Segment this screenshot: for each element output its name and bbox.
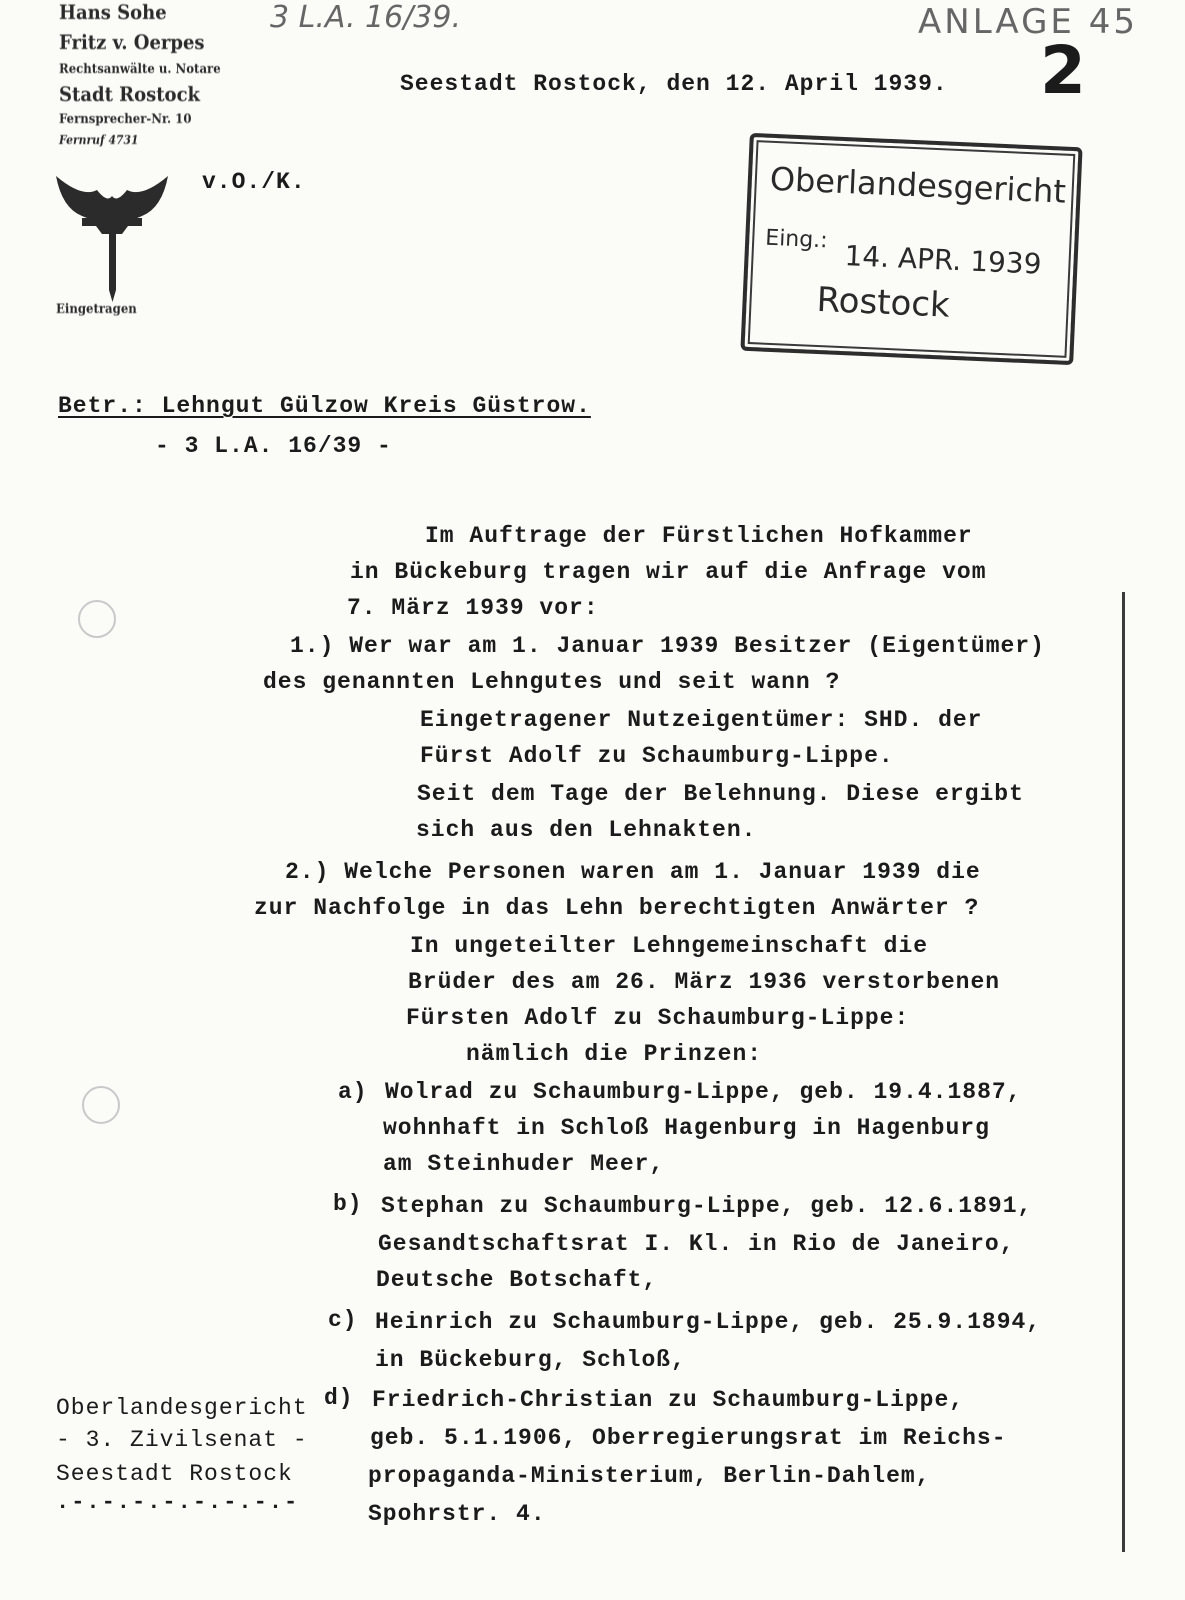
list-item-line: Wolrad zu Schaumburg-Lippe, geb. 19.4.1887, (385, 1079, 1022, 1105)
answer-1-line: Seit dem Tage der Belehnung. Diese ergibt (417, 781, 1024, 807)
punch-hole-icon (78, 600, 116, 638)
letterhead-line: Hans Sohe (59, 0, 167, 24)
handwritten-page-number: 2 (1040, 32, 1086, 109)
eagle-emblem-icon (52, 168, 172, 318)
stamp-court: Oberlandesgericht (769, 159, 1067, 211)
list-item-line: Deutsche Botschaft, (376, 1267, 658, 1293)
list-item-line: propaganda-Ministerium, Berlin-Dahlem, (368, 1463, 931, 1489)
question-2-line: zur Nachfolge in das Lehn berechtigten Anwärter ? (254, 895, 980, 921)
answer-2-line: nämlich die Prinzen: (466, 1041, 763, 1067)
addressee-line: Seestadt Rostock (56, 1461, 293, 1487)
list-item-line: Stephan zu Schaumburg-Lippe, geb. 12.6.1891, (381, 1193, 1033, 1219)
list-item-line: in Bückeburg, Schloß, (375, 1347, 686, 1373)
question-1-line: des genannten Lehngutes und seit wann ? (263, 669, 841, 695)
receipt-stamp (740, 133, 1082, 365)
addressee-line: - 3. Zivilsenat - (56, 1427, 308, 1453)
answer-1-line: Fürst Adolf zu Schaumburg-Lippe. (420, 743, 894, 769)
place-date: Seestadt Rostock, den 12. April 1939. (400, 71, 948, 97)
list-letter: d) (324, 1385, 354, 1411)
stamp-eing-label: Eing.: (764, 225, 829, 254)
list-item-line: Friedrich-Christian zu Schaumburg-Lippe, (372, 1387, 965, 1413)
list-letter: b) (333, 1191, 363, 1217)
question-1-line: 1.) Wer war am 1. Januar 1939 Besitzer (Eigentümer) (290, 633, 1045, 659)
letterhead-line: Fritz v. Oerpes (59, 30, 205, 54)
list-letter: a) (338, 1079, 368, 1105)
list-item-line: Heinrich zu Schaumburg-Lippe, geb. 25.9.1894, (375, 1309, 1042, 1335)
letterhead-line: Fernsprecher-Nr. 10 (59, 112, 192, 127)
answer-2-line: Fürsten Adolf zu Schaumburg-Lippe: (406, 1005, 910, 1031)
punch-hole-icon (82, 1086, 120, 1124)
intro-line: Im Auftrage der Fürstlichen Hofkammer (425, 523, 973, 549)
stamp-city: Rostock (815, 279, 951, 326)
subject-line: Betr.: Lehngut Gülzow Kreis Güstrow. (58, 393, 591, 419)
intro-line: 7. März 1939 vor: (347, 595, 599, 621)
reference-sign: v.O./K. (202, 169, 306, 195)
list-letter: c) (328, 1307, 358, 1333)
list-item-line: wohnhaft in Schloß Hagenburg in Hagenburg (383, 1115, 990, 1141)
addressee-dashes: .-.-.-.-.-.-.-.- (56, 1490, 300, 1515)
letterhead-line: Fernruf 4731 (59, 133, 139, 147)
answer-1-line: sich aus den Lehnakten. (416, 817, 757, 843)
list-item-line: geb. 5.1.1906, Oberregierungsrat im Reichs- (370, 1425, 1007, 1451)
subject-file-number: - 3 L.A. 16/39 - (155, 433, 392, 459)
addressee-line: Oberlandesgericht (56, 1395, 308, 1421)
letterhead (55, 0, 275, 150)
answer-2-line: In ungeteilter Lehngemeinschaft die (410, 933, 929, 959)
intro-line: in Bückeburg tragen wir auf die Anfrage vom (350, 559, 987, 585)
question-2-line: 2.) Welche Personen waren am 1. Januar 1939 die (285, 859, 981, 885)
stamp-date: 14. APR. 1939 (843, 239, 1043, 281)
handwritten-file-ref: 3 L.A. 16/39. (270, 0, 462, 35)
answer-1-line: Eingetragener Nutzeigentümer: SHD. der (420, 707, 983, 733)
list-item-line: am Steinhuder Meer, (383, 1151, 665, 1177)
emblem-caption: Eingetragen (56, 302, 137, 317)
margin-rule (1122, 592, 1125, 1552)
handwritten-anlage: ANLAGE 45 (918, 2, 1138, 42)
letterhead-line: Stadt Rostock (59, 82, 201, 106)
answer-2-line: Brüder des am 26. März 1936 verstorbenen (408, 969, 1001, 995)
list-item-line: Spohrstr. 4. (368, 1501, 546, 1527)
list-item-line: Gesandtschaftsrat I. Kl. in Rio de Janeiro, (378, 1231, 1015, 1257)
letterhead-line: Rechtsanwälte u. Notare (59, 62, 221, 77)
